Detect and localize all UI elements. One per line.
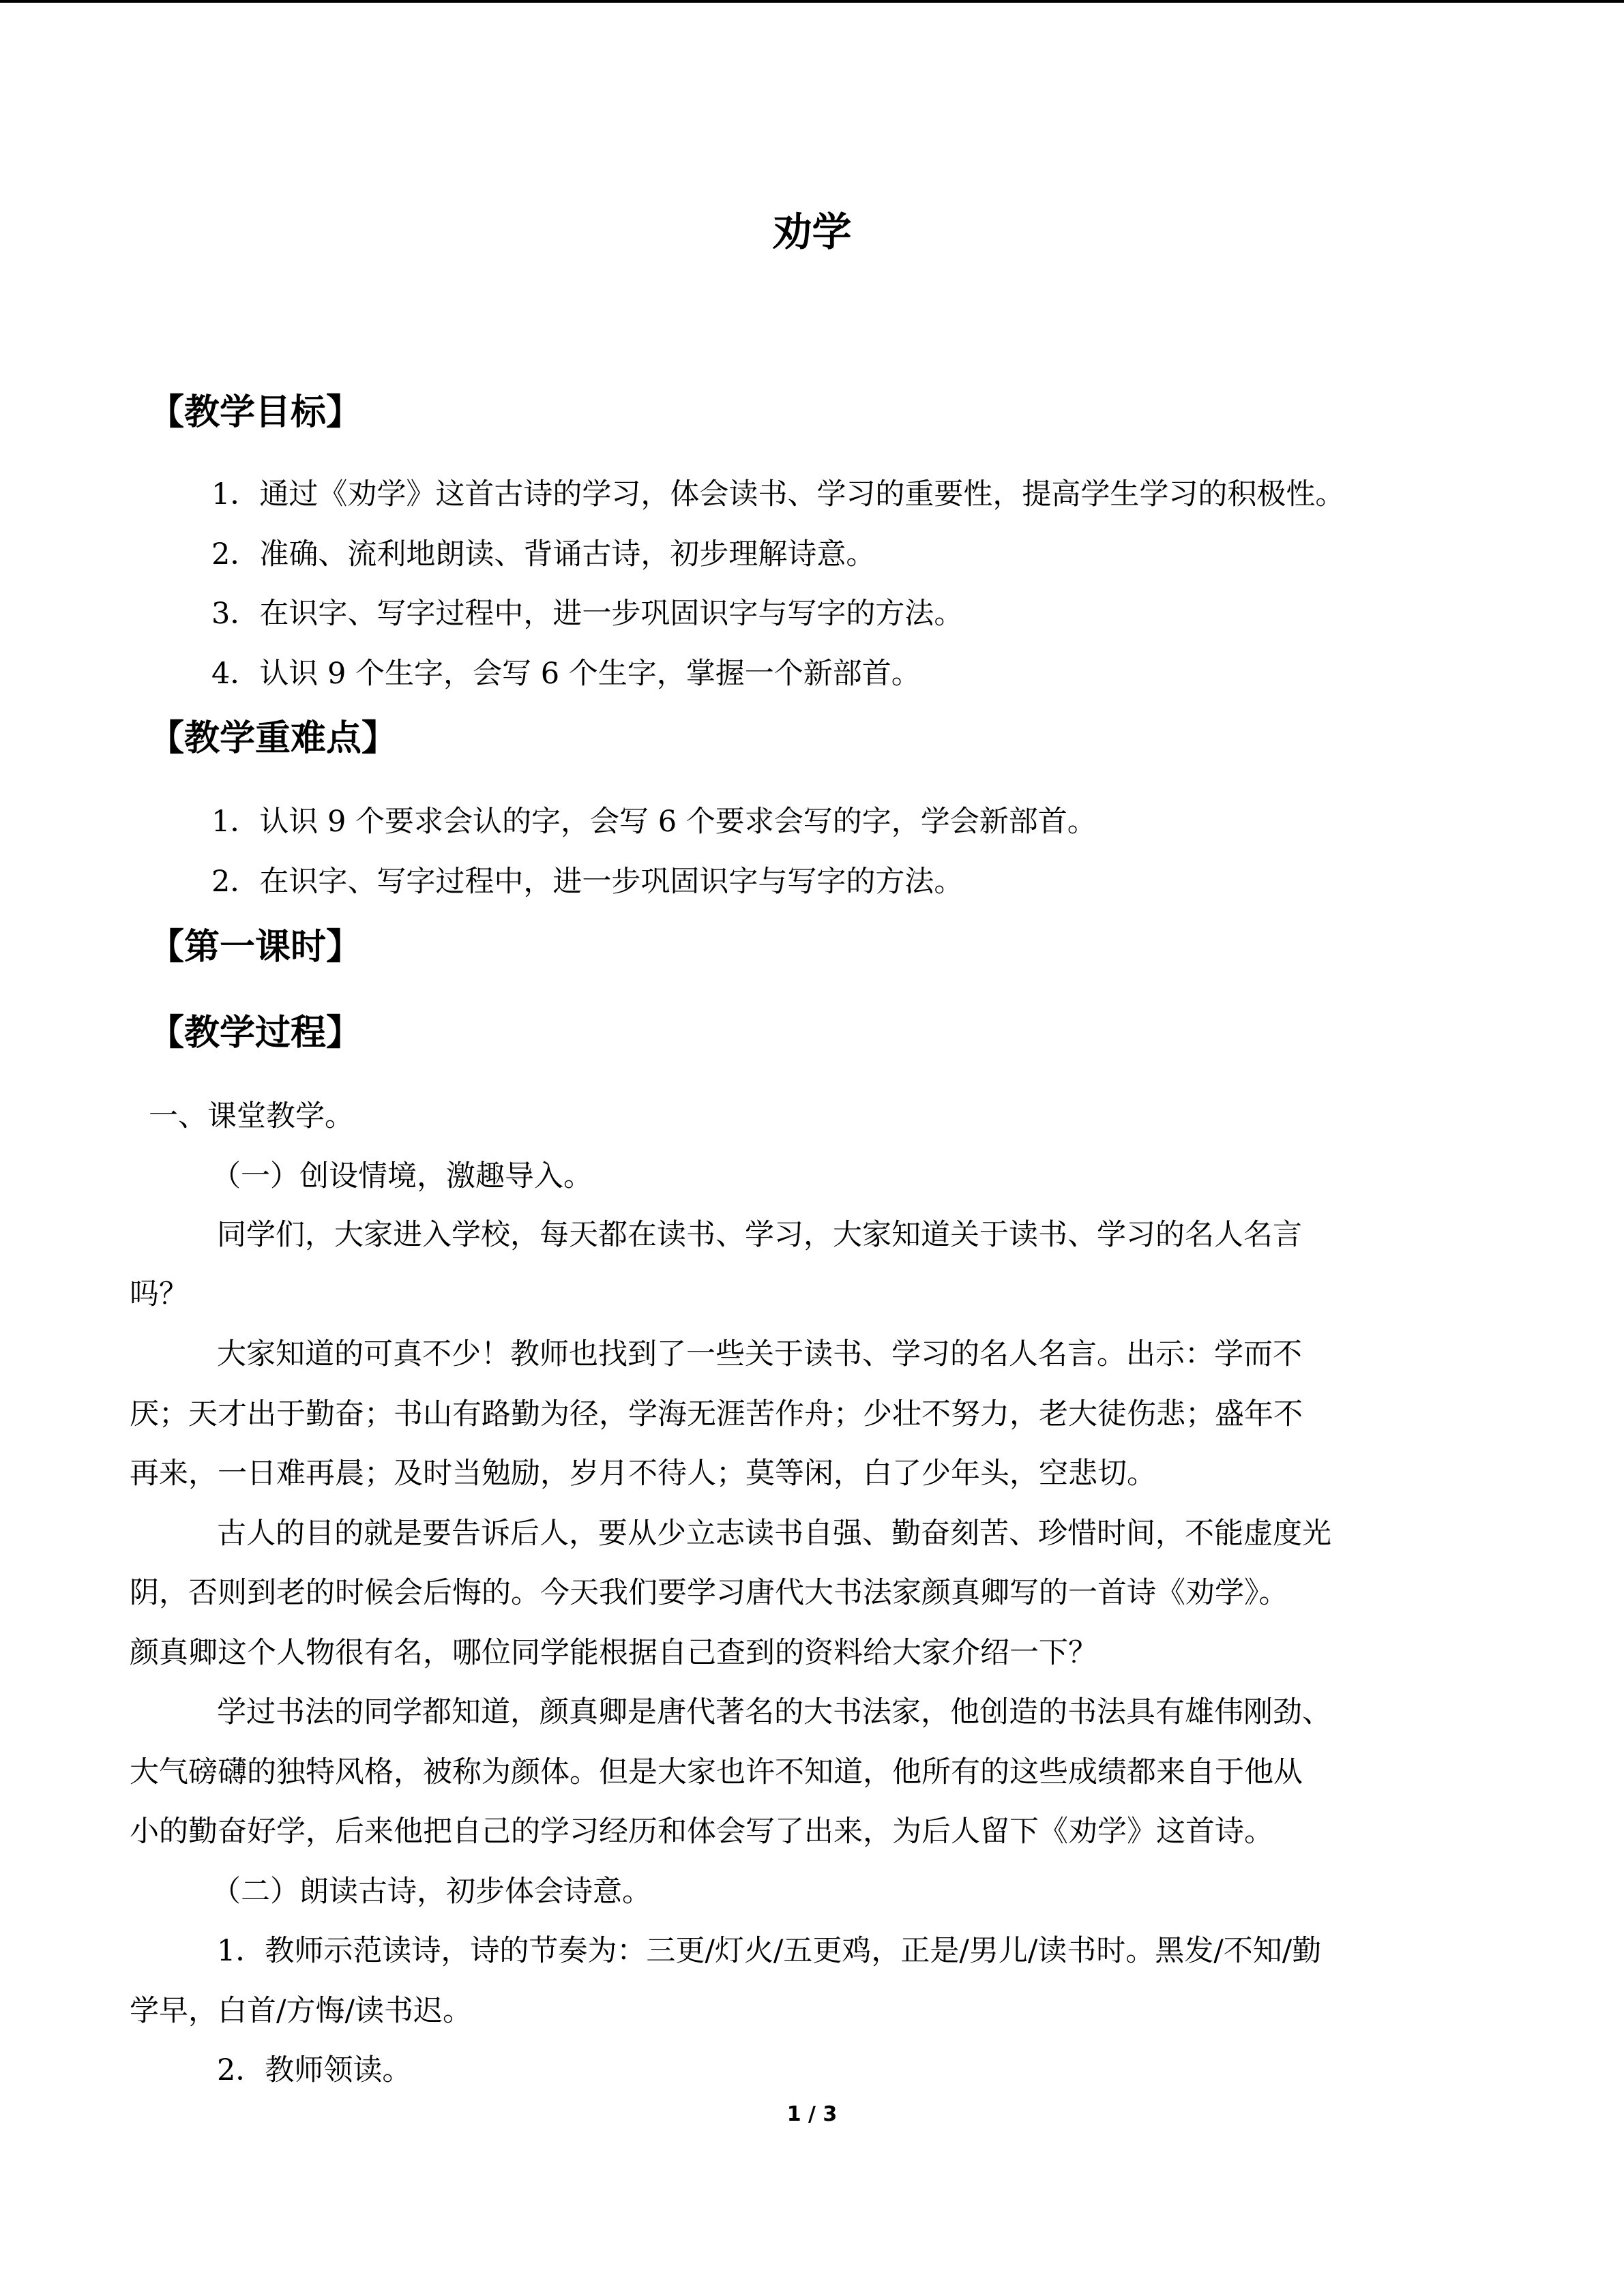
process-line: 大家知道的可真不少！教师也找到了一些关于读书、学习的名人名言。出示：学而不 [217,1337,1302,1371]
process-line: （二）朗读古诗，初步体会诗意。 [211,1875,651,1909]
process-line: 2．教师领读。 [217,2053,412,2087]
process-line: 学过书法的同学都知道，颜真卿是唐代著名的大书法家，他创造的书法具有雄伟刚劲、 [217,1695,1331,1729]
objectives-heading: 【教学目标】 [149,392,362,433]
objective-item: 3．在识字、写字过程中，进一步巩固识字与写字的方法。 [211,597,964,631]
process-line: 1．教师示范读诗，诗的节奏为：三更/灯火/五更鸡，正是/男儿/读书时。黑发/不知/勤 [217,1934,1322,1968]
process-heading: 【教学过程】 [149,1013,362,1054]
process-line: 古人的目的就是要告诉后人，要从少立志读书自强、勤奋刻苦、珍惜时间，不能虚度光 [217,1517,1331,1551]
process-line: 同学们，大家进入学校，每天都在读书、学习，大家知道关于读书、学习的名人名言 [217,1218,1302,1252]
process-line: （一）创设情境，激趣导入。 [211,1159,593,1193]
key-point-item: 1．认识 9 个要求会认的字，会写 6 个要求会写的字，学会新部首。 [211,805,1097,839]
objective-item: 2．准确、流利地朗读、背诵古诗，初步理解诗意。 [211,537,876,571]
process-line: 大气磅礴的独特风格，被称为颜体。但是大家也许不知道，他所有的这些成绩都来自于他从 [130,1755,1303,1789]
top-border [0,0,1624,3]
process-line: 厌；天才出于勤奋；书山有路勤为径，学海无涯苦作舟；少壮不努力，老大徒伤悲；盛年不 [130,1397,1303,1431]
objective-item: 4．认识 9 个生字，会写 6 个生字，掌握一个新部首。 [211,657,921,691]
lesson-heading: 【第一课时】 [149,927,362,968]
process-line: 小的勤奋好学，后来他把自己的学习经历和体会写了出来，为后人留下《劝学》这首诗。 [130,1815,1273,1849]
key-points-heading: 【教学重难点】 [149,718,398,759]
process-line: 再来，一日难再晨；及时当勉励，岁月不待人；莫等闲，白了少年头，空悲切。 [130,1457,1156,1491]
process-line: 吗？ [130,1277,188,1311]
process-line: 一、课堂教学。 [149,1099,354,1133]
page-title: 劝学 [772,209,852,255]
process-line: 颜真卿这个人物很有名，哪位同学能根据自己查到的资料给大家介绍一下？ [130,1636,1097,1670]
objective-item: 1．通过《劝学》这首古诗的学习，体会读书、学习的重要性，提高学生学习的积极性。 [211,477,1345,511]
process-line: 学早，白首/方悔/读书迟。 [130,1994,472,2028]
key-point-item: 2．在识字、写字过程中，进一步巩固识字与写字的方法。 [211,865,964,899]
process-line: 阴，否则到老的时候会后悔的。今天我们要学习唐代大书法家颜真卿写的一首诗《劝学》。 [130,1576,1288,1610]
page-number: 1 / 3 [786,2102,838,2126]
